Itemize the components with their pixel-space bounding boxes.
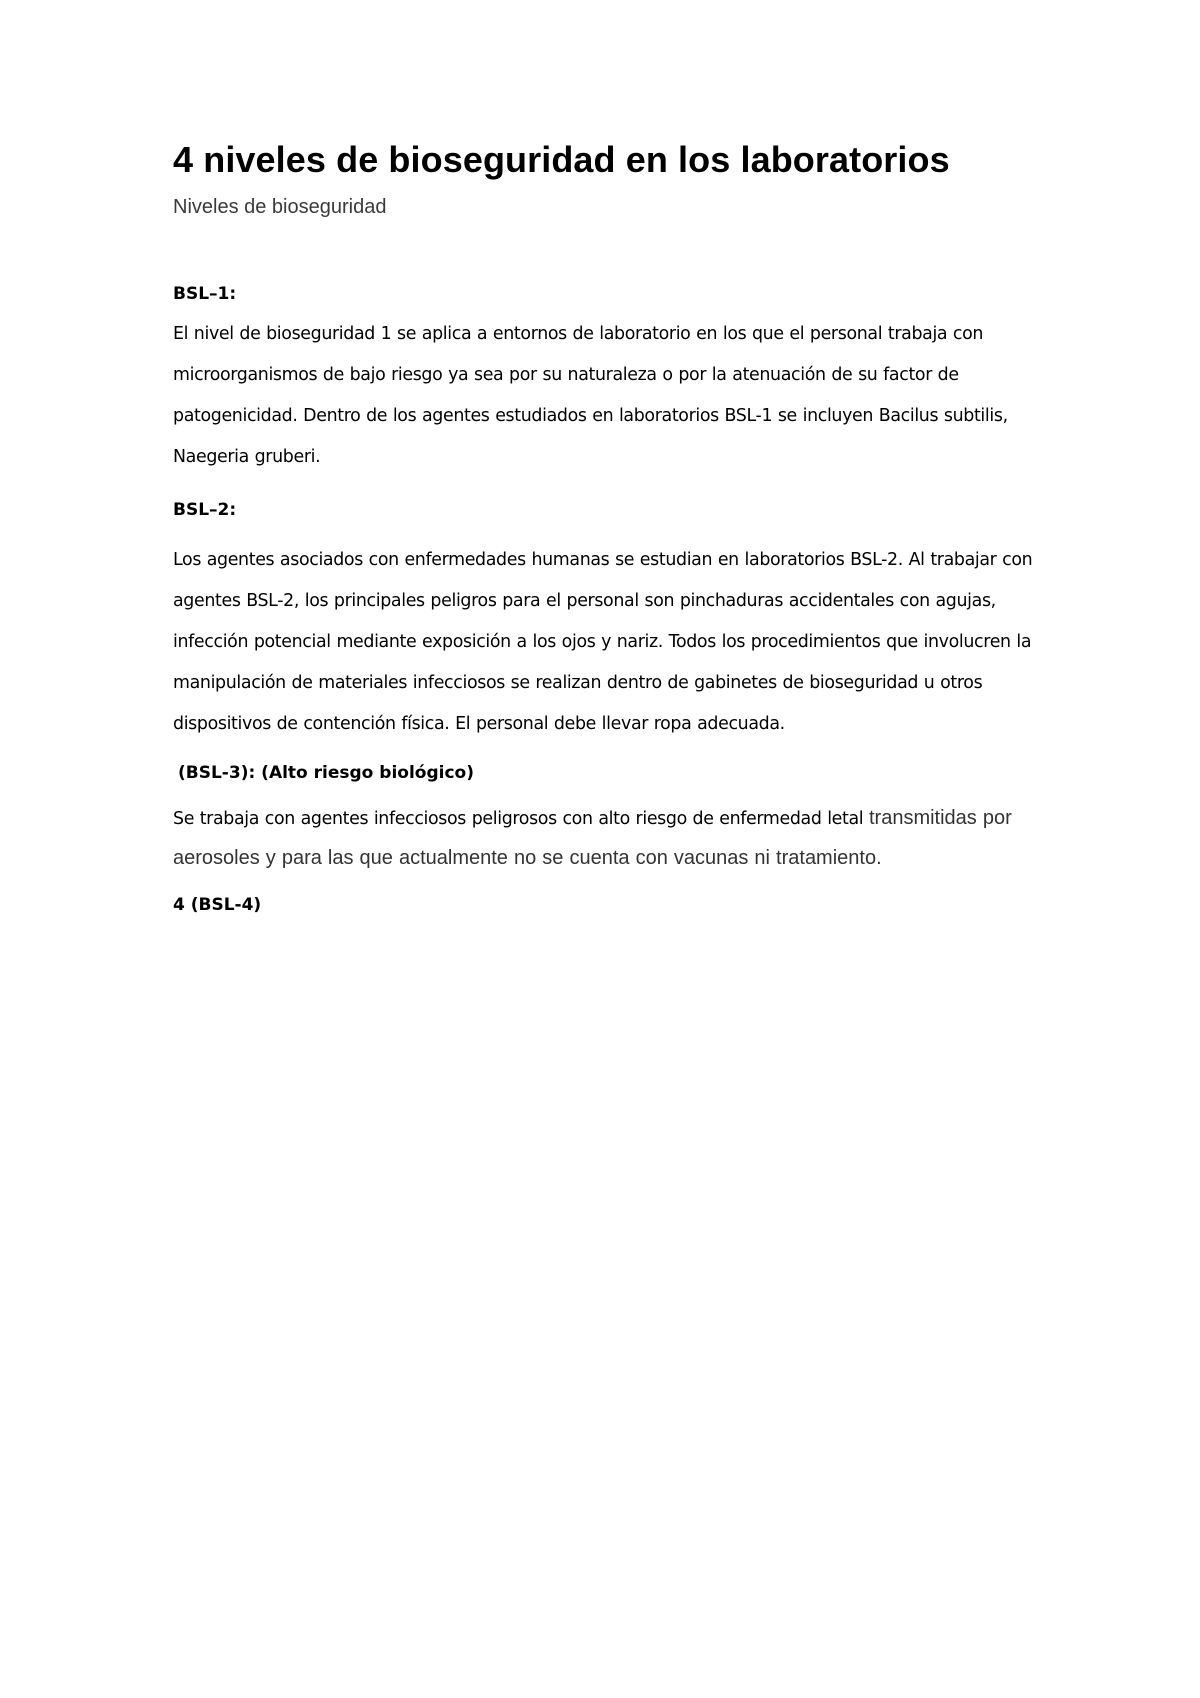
- section-body-bsl1: El nivel de bioseguridad 1 se aplica a entornos de laboratorio en los que el personal trabaja con microorganismos de bajo riesgo ya sea por su naturaleza o por la atenuación de su factor de patogenicidad. Dentro de los agentes estudiados en laboratorios BSL-1 se incluyen Bacilus subtilis, Naegeria gruberi.: [173, 324, 1008, 467]
- document-title: 4 niveles de bioseguridad en los laboratorios: [173, 139, 950, 180]
- section-body-bsl3: [173, 799, 1053, 879]
- section-body-bsl3-part2: transmitidas por aerosoles y para las que actualmente no se cuenta con vacunas ni tratamiento.: [173, 807, 1012, 869]
- document-content: [173, 138, 1053, 917]
- document-subtitle: Niveles de bioseguridad: [173, 196, 387, 218]
- section-heading-bsl4: 4 (BSL-4): [173, 895, 262, 915]
- section-heading-bsl1: BSL–1:: [173, 284, 237, 304]
- section-body-bsl3-part1: Se trabaja con agentes infecciosos peligrosos con alto riesgo de enfermedad letal: [173, 809, 864, 829]
- section-body-bsl2: Los agentes asociados con enfermedades humanas se estudian en laboratorios BSL-2. Al trabajar con agentes BSL-2, los principales peligros para el personal son pinchaduras accidentales con agujas, infección potencial mediante exposición a los ojos y nariz. Todos los procedimientos que involucren la manipulación de materiales infecciosos se realizan dentro de gabinetes de bioseguridad u otros dispositivos de contención física. El personal debe llevar ropa adecuada.: [173, 550, 1033, 734]
- section-heading-bsl3: (BSL-3): (Alto riesgo biológico): [178, 763, 474, 783]
- section-heading-bsl2: BSL–2:: [173, 500, 237, 520]
